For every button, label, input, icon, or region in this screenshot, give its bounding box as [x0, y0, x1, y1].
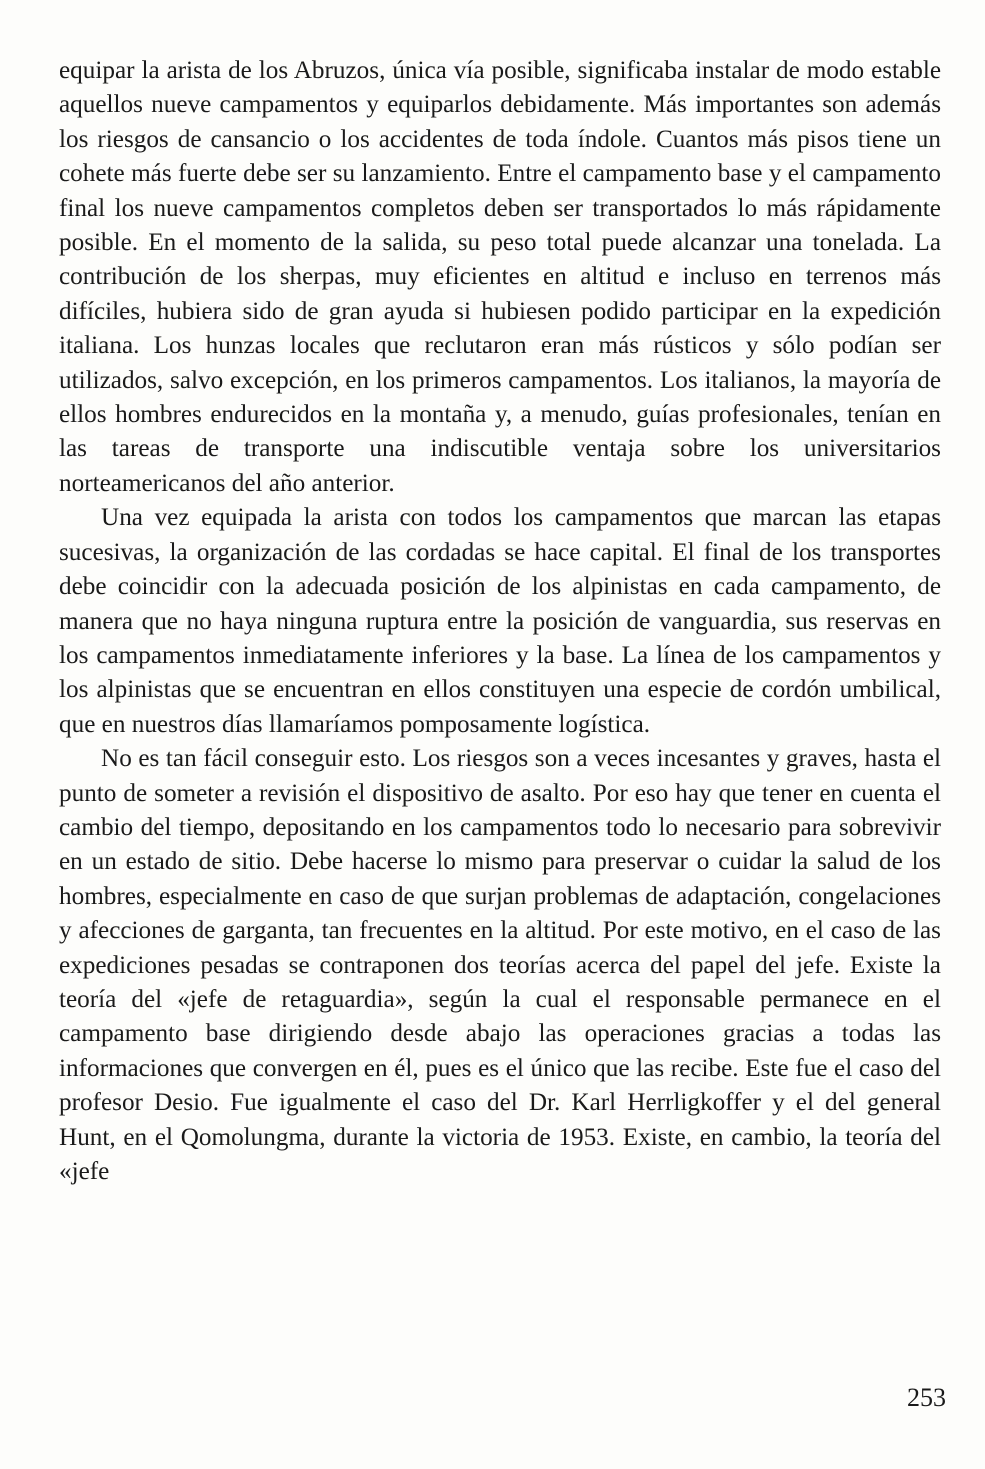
paragraph-3: No es tan fácil conseguir esto. Los riesgos son a veces incesantes y graves, hasta el punto de someter a revisión el dispositivo de asalto. Por eso hay que tener en cuenta el cambio del tiempo, depositando en los campamentos todo lo necesario para sobrevivir en un estado de sitio. Debe hacerse lo mismo para preservar o cuidar la salud de los hombres, especialmente en caso de que surjan problemas de adaptación, congelaciones y afecciones de garganta, tan frecuentes en la altitud. Por este motivo, en el caso de las expediciones pesadas se contraponen dos teorías acerca del papel del jefe. Existe la teoría del «jefe de retaguardia», según la cual el responsable permanece en el campamento base dirigiendo desde abajo las operaciones gracias a todas las informaciones que convergen en él, pues es el único que las recibe. Este fue el caso del profesor Desio. Fue igualmente el caso del Dr. Karl Herrligkoffer y el del general Hunt, en el Qomolungma, durante la victoria de 1953. Existe, en cambio, la teoría del «jefe	[59, 745, 941, 1185]
body-text	[59, 54, 941, 1189]
paragraph-1: equipar la arista de los Abruzos, única vía posible, significaba instalar de modo estable aquellos nueve campamentos y equiparlos debidamente. Más importantes son además los riesgos de cansancio o los accidentes de toda índole. Cuantos más pisos tiene un cohete más fuerte debe ser su lanzamiento. Entre el campamento base y el campamento final los nueve campamentos completos deben ser transportados lo más rápidamente posible. En el momento de la salida, su peso total puede alcanzar una tonelada. La contribución de los sherpas, muy eficientes en altitud e incluso en terrenos más difíciles, hubiera sido de gran ayuda si hubiesen podido participar en la expedición italiana. Los hunzas locales que reclutaron eran más rústicos y sólo podían ser utilizados, salvo excepción, en los primeros campamentos. Los italianos, la mayoría de ellos hombres endurecidos en la montaña y, a menudo, guías profesionales, tenían en las tareas de transporte una indiscutible ventaja sobre los universitarios norteamericanos del año anterior.	[59, 57, 941, 497]
paragraph-2: Una vez equipada la arista con todos los campamentos que marcan las etapas sucesivas, la organización de las cordadas se hace capital. El final de los transportes debe coincidir con la adecuada posición de los alpinistas en cada campamento, de manera que no haya ninguna ruptura entre la posición de vanguardia, sus reservas en los campamentos inmediatamente inferiores y la base. La línea de los campamentos y los alpinistas que se encuentran en ellos constituyen una especie de cordón umbilical, que en nuestros días llamaríamos pomposamente logística.	[59, 504, 941, 738]
page-number: 253	[907, 1383, 946, 1412]
